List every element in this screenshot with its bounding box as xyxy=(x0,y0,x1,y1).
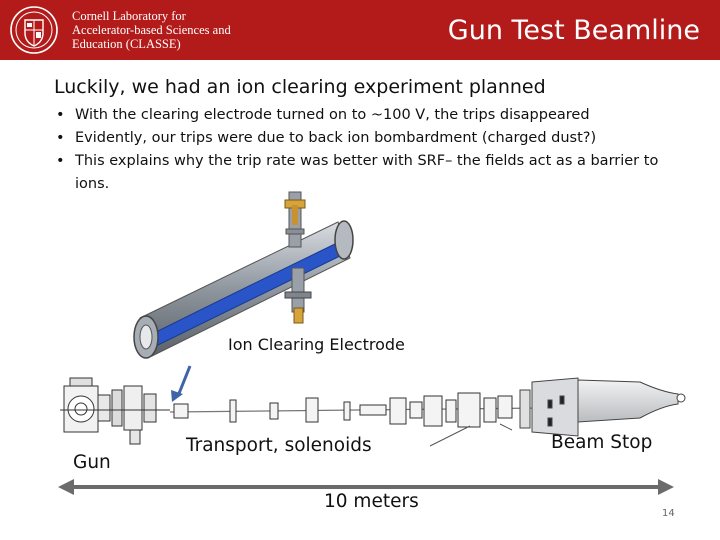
length-label: 10 meters xyxy=(324,491,419,512)
beam-stop-label: Beam Stop xyxy=(551,432,653,453)
gun-label: Gun xyxy=(73,452,111,473)
slide-subtitle: Luckily, we had an ion clearing experiment planned xyxy=(54,76,546,98)
ion-clearing-chamber xyxy=(134,192,353,358)
bullet-item: • This explains why the trip rate was better with SRF– the fields act as a barrier to ions. xyxy=(54,150,694,196)
electrode-pointer-arrow xyxy=(171,366,190,402)
slide-title: Gun Test Beamline xyxy=(447,15,700,46)
organization-line: Accelerator-based Sciences and xyxy=(72,23,231,37)
bullet-item: • With the clearing electrode turned on to ~100 V, the trips disappeared xyxy=(54,104,694,127)
page-number: 14 xyxy=(662,508,675,519)
bullet-item: • Evidently, our trips were due to back ion bombardment (charged dust?) xyxy=(54,127,694,150)
organization-line: Education (CLASSE) xyxy=(72,37,181,51)
electrode-label: Ion Clearing Electrode xyxy=(228,335,405,354)
transport-label: Transport, solenoids xyxy=(186,435,372,456)
organization-line: Cornell Laboratory for xyxy=(72,9,186,23)
beam-stop xyxy=(520,378,685,436)
gun-assembly xyxy=(60,378,170,444)
